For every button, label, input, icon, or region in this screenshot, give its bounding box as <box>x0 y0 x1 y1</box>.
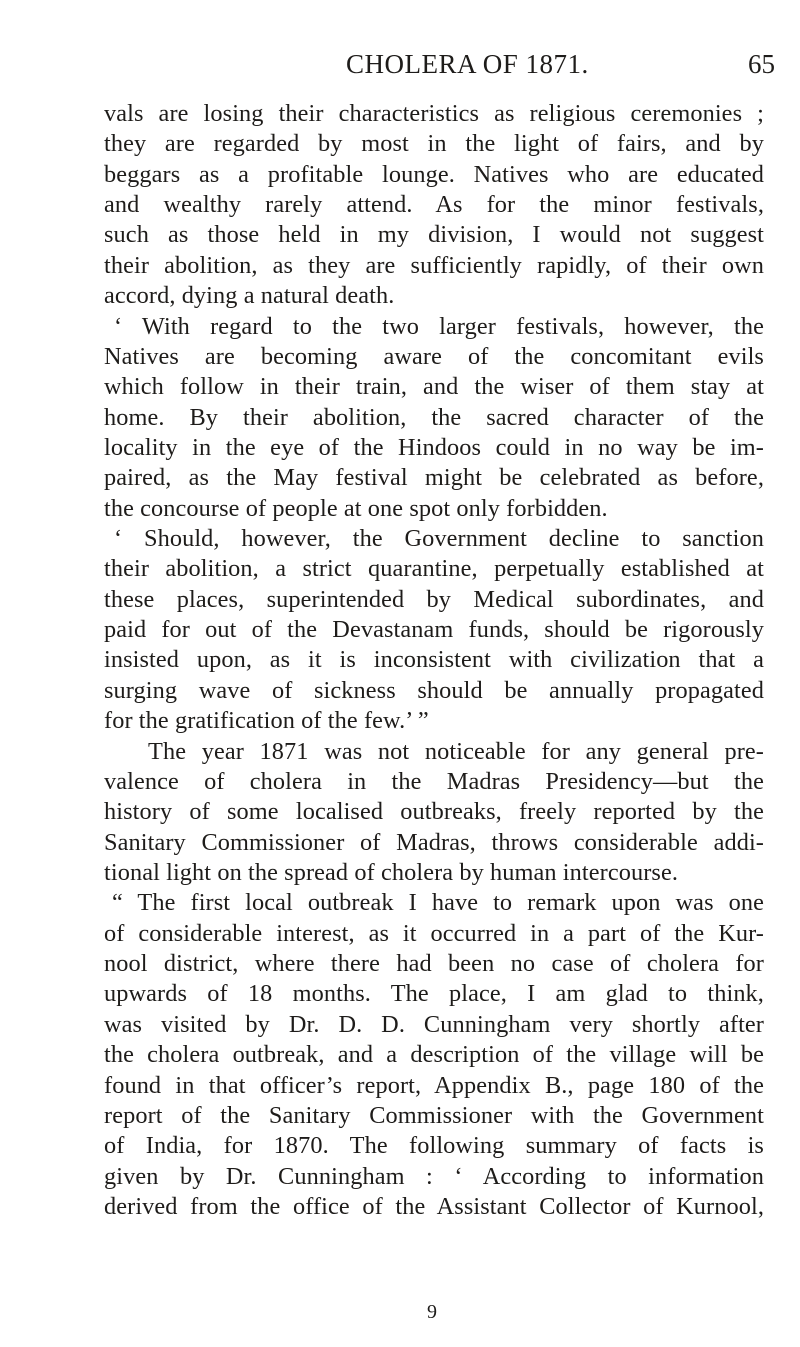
text-line: Sanitary Commissioner of Madras, throws considerable addi- <box>104 828 764 856</box>
text-line: derived from the office of the Assistant Collector of Kurnool, <box>104 1192 764 1220</box>
text-line: paid for out of the Devastanam funds, should be rigorously <box>104 616 764 644</box>
text-line: home. By their abolition, the sacred character of the <box>104 403 764 431</box>
signature-area <box>0 1297 800 1327</box>
text-line: their abolition, a strict quarantine, perpetually established at <box>104 555 764 583</box>
text-line: nool district, where there had been no case of cholera for <box>104 950 764 978</box>
running-head <box>0 44 800 84</box>
text-line: of considerable interest, as it occurred in a part of the Kur- <box>104 919 764 947</box>
text-line: found in that officer’s report, Appendix B., page 180 of the <box>104 1071 764 1099</box>
text-line: such as those held in my division, I would not suggest <box>104 221 764 249</box>
text-line: paired, as the May festival might be celebrated as before, <box>104 464 764 492</box>
text-line: the cholera outbreak, and a description of the village will be <box>104 1041 764 1069</box>
text-line: they are regarded by most in the light of fairs, and by <box>104 130 764 158</box>
page-number: 65 <box>748 49 775 79</box>
text-line: was visited by Dr. D. D. Cunningham very shortly after <box>104 1010 764 1038</box>
text-line: given by Dr. Cunningham : ‘ According to information <box>104 1162 764 1190</box>
text-line: “ The first local outbreak I have to remark upon was one <box>112 889 764 917</box>
text-line: upwards of 18 months. The place, I am glad to think, <box>104 980 764 1008</box>
text-line: history of some localised outbreaks, freely reported by the <box>104 798 764 826</box>
text-line: surging wave of sickness should be annually propagated <box>104 676 764 704</box>
text-line: vals are losing their characteristics as religious ceremonies ; <box>104 100 764 127</box>
text-line: Natives are becoming aware of the concomitant evils <box>104 342 764 370</box>
text-line: and wealthy rarely attend. As for the minor festivals, <box>104 191 764 219</box>
text-line: their abolition, as they are sufficiently rapidly, of their own <box>104 251 764 279</box>
signature-mark: 9 <box>427 1301 437 1323</box>
text-line: these places, superintended by Medical subordinates, and <box>104 585 764 613</box>
text-line: ‘ Should, however, the Government decline to sanction <box>114 525 764 553</box>
text-line: beggars as a profitable lounge. Natives who are educated <box>104 160 764 188</box>
body-text <box>104 99 764 1222</box>
text-line: for the gratification of the few.’ ” <box>104 707 429 735</box>
text-line: report of the Sanitary Commissioner with the Government <box>104 1101 764 1129</box>
text-line: tional light on the spread of cholera by human intercourse. <box>104 858 679 886</box>
text-line: of India, for 1870. The following summary of facts is <box>104 1132 764 1160</box>
text-line: ‘ With regard to the two larger festivals, however, the <box>114 312 764 340</box>
text-line: insisted upon, as it is inconsistent with civilization that a <box>104 646 764 674</box>
text-line: the concourse of people at one spot only forbidden. <box>104 494 608 522</box>
text-line: locality in the eye of the Hindoos could in no way be im- <box>104 433 764 461</box>
text-line: valence of cholera in the Madras Presidency—but the <box>104 767 764 795</box>
text-line: which follow in their train, and the wiser of them stay at <box>104 373 764 401</box>
text-line: accord, dying a natural death. <box>104 282 395 310</box>
running-title: CHOLERA OF 1871. <box>346 49 589 79</box>
text-line: The year 1871 was not noticeable for any general pre- <box>148 737 764 765</box>
